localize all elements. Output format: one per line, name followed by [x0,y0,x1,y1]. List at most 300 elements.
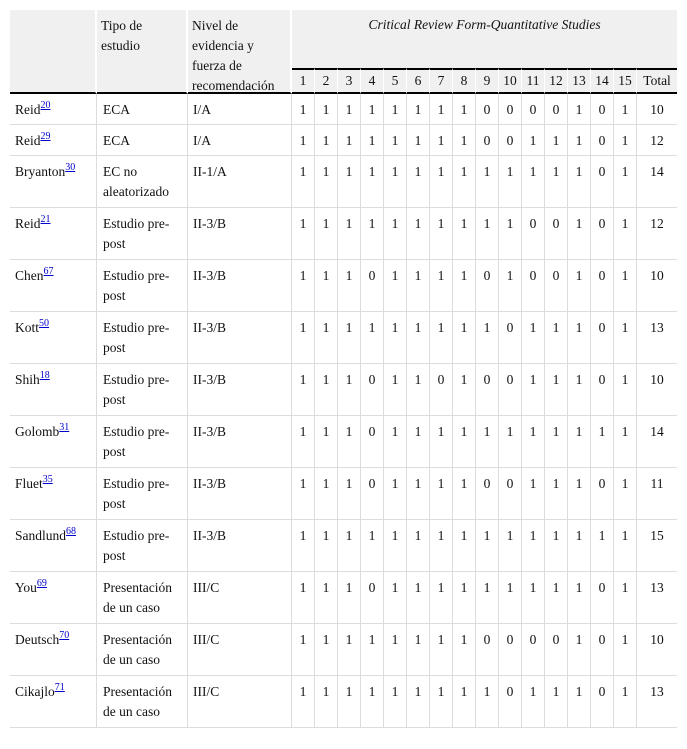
score-cell: 1 [292,520,315,572]
score-cell: 1 [338,364,361,416]
header-number: 15 [614,68,637,94]
score-cell: 1 [338,125,361,156]
score-cell: 1 [476,416,499,468]
score-cell: 1 [614,156,637,208]
score-cell: 1 [407,260,430,312]
score-cell: 0 [591,260,614,312]
score-cell: 1 [430,156,453,208]
table-row [10,156,677,208]
score-cell: 1 [430,125,453,156]
header-number: 5 [384,68,407,94]
evidence-level: II-3/B [188,312,292,364]
total-cell: 12 [637,125,677,156]
score-cell: 0 [499,364,522,416]
total-cell: 13 [637,676,677,728]
score-cell: 1 [476,572,499,624]
score-cell: 1 [361,156,384,208]
score-cell: 1 [361,624,384,676]
score-cell: 0 [591,156,614,208]
score-cell: 1 [384,624,407,676]
total-cell: 15 [637,520,677,572]
score-cell: 1 [568,520,591,572]
score-cell: 1 [292,624,315,676]
table-row [10,468,677,520]
score-cell: 1 [315,676,338,728]
score-cell: 1 [568,364,591,416]
score-cell: 1 [384,468,407,520]
study-type: Estudio pre-post [97,208,188,260]
score-cell: 1 [338,624,361,676]
reference-link[interactable]: 70 [59,630,70,641]
score-cell: 1 [453,94,476,125]
score-cell: 1 [545,312,568,364]
table-row [10,260,677,312]
score-cell: 1 [384,572,407,624]
score-cell: 1 [614,468,637,520]
score-cell: 0 [522,94,545,125]
score-cell: 1 [338,676,361,728]
reference-sup [44,266,54,277]
score-cell: 1 [384,676,407,728]
score-cell: 1 [292,260,315,312]
score-cell: 1 [453,208,476,260]
header-number: 11 [522,68,545,94]
reference-link[interactable]: 20 [40,100,51,111]
score-cell: 0 [591,364,614,416]
score-cell: 1 [361,312,384,364]
evidence-level: II-3/B [188,468,292,520]
score-cell: 1 [430,676,453,728]
score-cell: 1 [522,364,545,416]
score-cell: 1 [614,416,637,468]
study-cell [10,208,97,260]
study-cell [10,624,97,676]
table-row [10,125,677,156]
score-cell: 1 [430,208,453,260]
header-number: 6 [407,68,430,94]
score-cell: 0 [545,208,568,260]
study-type: Estudio pre-post [97,520,188,572]
score-cell: 0 [591,208,614,260]
score-cell: 1 [315,572,338,624]
score-cell: 0 [499,312,522,364]
study-type: Estudio pre-post [97,468,188,520]
table-row [10,676,677,728]
score-cell: 1 [384,312,407,364]
study-cell [10,312,97,364]
score-cell: 1 [430,468,453,520]
score-cell: 1 [384,208,407,260]
score-cell: 0 [545,260,568,312]
score-cell: 1 [568,468,591,520]
score-cell: 1 [430,624,453,676]
header-number: 4 [361,68,384,94]
score-cell: 1 [315,520,338,572]
score-cell: 1 [568,94,591,125]
evidence-level: II-3/B [188,364,292,416]
score-cell: 1 [614,572,637,624]
score-cell: 1 [499,520,522,572]
header-number: 7 [430,68,453,94]
score-cell: 1 [499,156,522,208]
score-cell: 0 [361,572,384,624]
score-cell: 1 [545,364,568,416]
evidence-level: II-3/B [188,260,292,312]
study-name: Reid [15,216,41,231]
score-cell: 0 [476,364,499,416]
score-cell: 1 [614,520,637,572]
evidence-level: II-1/A [188,156,292,208]
score-cell: 1 [614,624,637,676]
score-cell: 1 [407,468,430,520]
score-cell: 1 [407,624,430,676]
score-cell: 1 [315,364,338,416]
score-cell: 1 [384,520,407,572]
score-cell: 1 [476,312,499,364]
score-cell: 1 [430,260,453,312]
study-type: Presentación de un caso [97,676,188,728]
study-name: Shih [15,372,40,387]
score-cell: 1 [361,676,384,728]
score-cell: 1 [453,260,476,312]
score-cell: 1 [568,312,591,364]
reference-link[interactable]: 29 [40,131,51,142]
study-type: Estudio pre-post [97,312,188,364]
score-cell: 0 [499,94,522,125]
evidence-level: I/A [188,94,292,125]
study-cell [10,416,97,468]
score-cell: 1 [522,156,545,208]
score-cell: 1 [614,676,637,728]
score-cell: 1 [292,676,315,728]
study-type: Estudio pre-post [97,260,188,312]
evidence-level: III/C [188,572,292,624]
score-cell: 1 [292,468,315,520]
total-cell: 13 [637,312,677,364]
score-cell: 1 [407,416,430,468]
study-type: Estudio pre-post [97,416,188,468]
score-cell: 1 [476,208,499,260]
table-row [10,94,677,125]
table-row [10,416,677,468]
score-cell: 0 [591,125,614,156]
header-number: 1 [292,68,315,94]
score-cell: 1 [384,416,407,468]
score-cell: 0 [499,676,522,728]
study-name: Chen [15,268,44,283]
study-name: Bryanton [15,164,66,179]
reference-link[interactable]: 71 [54,682,65,693]
score-cell: 0 [499,468,522,520]
score-cell: 1 [384,125,407,156]
total-cell: 13 [637,572,677,624]
header-nivel-cell [188,10,292,94]
score-cell: 1 [292,572,315,624]
reference-link[interactable]: 21 [40,214,51,225]
score-cell: 1 [384,156,407,208]
evidence-level: I/A [188,125,292,156]
score-cell: 0 [361,468,384,520]
study-type: Estudio pre-post [97,364,188,416]
total-cell: 12 [637,208,677,260]
score-cell: 1 [545,468,568,520]
score-cell: 1 [522,312,545,364]
score-cell: 1 [453,468,476,520]
header-number: 8 [453,68,476,94]
score-cell: 1 [338,416,361,468]
study-name: Sandlund [15,528,67,543]
score-cell: 1 [545,676,568,728]
reference-sup [43,474,53,485]
score-cell: 1 [338,312,361,364]
score-cell: 1 [292,416,315,468]
score-cell: 1 [545,125,568,156]
total-cell: 11 [637,468,677,520]
score-cell: 1 [407,364,430,416]
table-row [10,520,677,572]
reference-link[interactable]: 67 [43,266,54,277]
study-cell [10,260,97,312]
study-name: Deutsch [15,632,60,647]
study-name: Reid [15,133,41,148]
score-cell: 1 [407,94,430,125]
header-number: 10 [499,68,522,94]
table-row [10,364,677,416]
study-name: Cikajlo [15,684,55,699]
table-header [10,10,677,94]
reference-sup [40,370,50,381]
total-cell: 10 [637,364,677,416]
study-type: ECA [97,125,188,156]
score-cell: 0 [476,260,499,312]
total-cell: 10 [637,94,677,125]
score-cell: 0 [361,416,384,468]
reference-link[interactable]: 30 [65,162,76,173]
score-cell: 1 [614,312,637,364]
score-cell: 0 [591,572,614,624]
table-row [10,312,677,364]
score-cell: 1 [384,260,407,312]
score-cell: 1 [338,468,361,520]
header-number: 14 [591,68,614,94]
header-number: 3 [338,68,361,94]
score-cell: 1 [407,676,430,728]
evidence-level: III/C [188,624,292,676]
header-number: 13 [568,68,591,94]
study-cell [10,676,97,728]
study-name: Fluet [15,476,43,491]
score-cell: 1 [338,208,361,260]
header-study-blank [10,10,97,94]
score-cell: 1 [453,312,476,364]
score-cell: 0 [522,208,545,260]
score-cell: 1 [522,416,545,468]
header-number: 9 [476,68,499,94]
header-crit-cell [292,10,677,68]
evidence-level: II-3/B [188,520,292,572]
critical-review-table [10,10,677,728]
table-body [10,94,677,728]
header-number: 12 [545,68,568,94]
reference-link[interactable]: 69 [36,578,47,589]
score-cell: 1 [430,312,453,364]
score-cell: 1 [476,156,499,208]
score-cell: 1 [292,125,315,156]
score-cell: 1 [545,416,568,468]
score-cell: 1 [338,260,361,312]
score-cell: 0 [361,364,384,416]
score-cell: 1 [407,208,430,260]
evidence-level: III/C [188,676,292,728]
study-name: Kott [15,320,40,335]
score-cell: 1 [315,156,338,208]
score-cell: 1 [292,364,315,416]
score-cell: 0 [476,125,499,156]
total-cell: 10 [637,624,677,676]
score-cell: 1 [430,416,453,468]
score-cell: 1 [338,94,361,125]
reference-sup [65,162,75,173]
score-cell: 1 [361,520,384,572]
score-cell: 1 [476,520,499,572]
score-cell: 1 [522,572,545,624]
reference-link[interactable]: 50 [39,318,50,329]
score-cell: 1 [499,572,522,624]
reference-sup [41,214,51,225]
score-cell: 1 [453,624,476,676]
total-cell: 14 [637,416,677,468]
score-cell: 1 [591,520,614,572]
reference-sup [41,100,51,111]
score-cell: 1 [545,156,568,208]
study-name: Reid [15,102,41,117]
score-cell: 1 [568,572,591,624]
score-cell: 1 [315,125,338,156]
score-cell: 1 [384,364,407,416]
study-cell [10,125,97,156]
score-cell: 1 [315,208,338,260]
reference-link[interactable]: 31 [59,422,70,433]
study-type: Presentación de un caso [97,624,188,676]
score-cell: 1 [407,125,430,156]
score-cell: 0 [361,260,384,312]
study-cell [10,468,97,520]
score-cell: 1 [315,94,338,125]
score-cell: 1 [453,676,476,728]
score-cell: 0 [522,624,545,676]
score-cell: 1 [430,94,453,125]
score-cell: 0 [476,624,499,676]
score-cell: 1 [315,468,338,520]
score-cell: 1 [499,416,522,468]
score-cell: 1 [614,94,637,125]
reference-link[interactable]: 68 [66,526,77,537]
score-cell: 1 [614,260,637,312]
table-row [10,208,677,260]
score-cell: 1 [315,312,338,364]
table-row [10,572,677,624]
header-crit: Critical Review Form-Quantitative Studies [368,17,601,32]
reference-sup [37,578,47,589]
score-cell: 1 [315,624,338,676]
score-cell: 0 [545,94,568,125]
score-cell: 1 [453,416,476,468]
score-cell: 1 [522,468,545,520]
score-cell: 0 [476,468,499,520]
reference-sup [41,131,51,142]
score-cell: 1 [407,572,430,624]
score-cell: 1 [430,572,453,624]
header-tipo: Tipo de estudio [101,18,143,53]
score-cell: 1 [430,520,453,572]
score-cell: 1 [614,208,637,260]
score-cell: 1 [522,676,545,728]
score-cell: 1 [568,125,591,156]
score-cell: 0 [499,624,522,676]
score-cell: 1 [522,125,545,156]
score-cell: 1 [292,208,315,260]
score-cell: 1 [453,156,476,208]
study-name: Golomb [15,424,60,439]
score-cell: 1 [338,520,361,572]
score-cell: 1 [545,520,568,572]
score-cell: 1 [407,312,430,364]
score-cell: 1 [614,125,637,156]
reference-sup [59,630,69,641]
score-cell: 1 [338,156,361,208]
score-cell: 0 [591,624,614,676]
header-number: 2 [315,68,338,94]
reference-link[interactable]: 35 [42,474,53,485]
score-cell: 1 [361,208,384,260]
total-cell: 10 [637,260,677,312]
score-cell: 1 [568,624,591,676]
score-cell: 1 [545,572,568,624]
score-cell: 0 [499,125,522,156]
score-cell: 1 [338,572,361,624]
score-cell: 1 [591,416,614,468]
reference-sup [39,318,49,329]
reference-link[interactable]: 18 [39,370,50,381]
score-cell: 1 [568,156,591,208]
study-cell [10,156,97,208]
score-cell: 1 [453,572,476,624]
score-cell: 0 [591,676,614,728]
score-cell: 1 [499,208,522,260]
evidence-level: II-3/B [188,416,292,468]
study-cell [10,94,97,125]
study-type: Presentación de un caso [97,572,188,624]
score-cell: 1 [568,416,591,468]
score-cell: 1 [361,125,384,156]
study-cell [10,364,97,416]
score-cell: 1 [315,260,338,312]
score-cell: 0 [545,624,568,676]
score-cell: 0 [522,260,545,312]
score-cell: 1 [568,260,591,312]
score-cell: 0 [430,364,453,416]
score-cell: 1 [361,94,384,125]
study-type: EC no aleatorizado [97,156,188,208]
header-nivel: Nivel de evidencia y fuerza de recomendación [192,18,275,93]
score-cell: 1 [453,364,476,416]
study-name: You [15,580,37,595]
study-type: ECA [97,94,188,125]
score-cell: 0 [591,468,614,520]
score-cell: 1 [292,312,315,364]
score-cell: 0 [591,312,614,364]
table-row [10,624,677,676]
